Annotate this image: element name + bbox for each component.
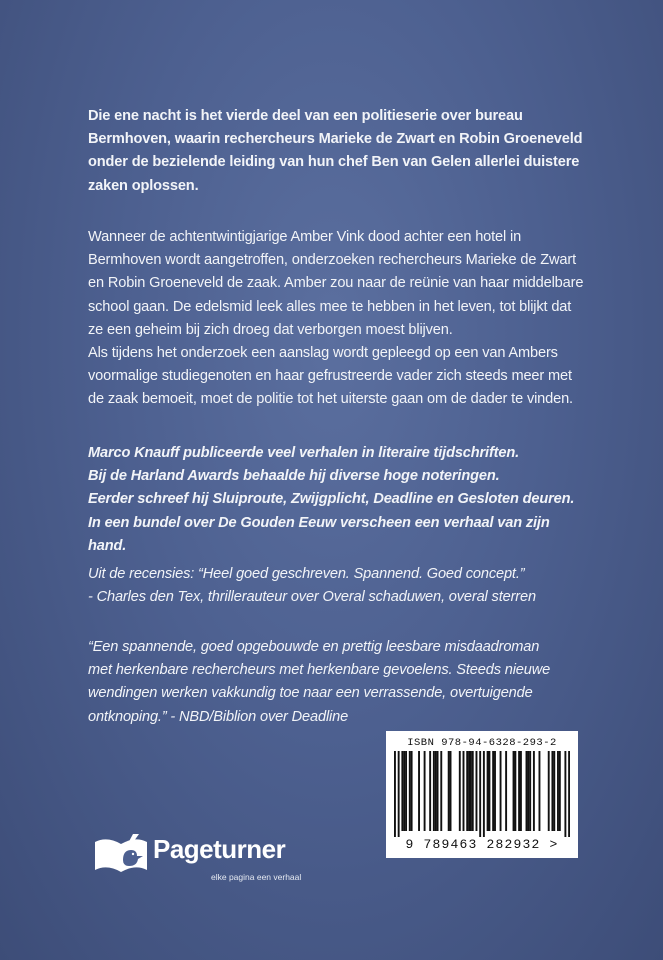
review-line: - Charles den Tex, thrillerauteur over Overal schaduwen, overal sterren — [88, 589, 536, 606]
barcode-bar — [450, 751, 452, 831]
book-duck-icon — [93, 832, 151, 876]
author-bio-line: In een bundel over De Gouden Eeuw verscheen een verhaal van zijn hand. — [88, 514, 550, 554]
author-bio-line: Eerder schreef hij Sluiproute, Zwijgplicht, Deadline en Gesloten deuren. — [88, 491, 575, 508]
review-line: “Een spannende, goed opgebouwde en prettig leesbare misdaadroman — [88, 639, 540, 655]
intro-line: onder de bezielende leiding van hun chef Ben van Gelen allerlei duistere — [88, 154, 580, 171]
review-line: ontknoping.” - NBD/Biblion over Deadline — [88, 708, 349, 725]
barcode-bar — [488, 751, 490, 831]
synopsis-line: ze een geheim bij zich droeg dat verborgen moest blijven. — [88, 321, 453, 338]
barcode-bar — [527, 751, 529, 831]
barcode-bar — [513, 751, 515, 831]
barcode-bar — [479, 751, 481, 837]
barcode-bar — [529, 751, 531, 831]
synopsis-paragraph — [88, 226, 588, 412]
barcode-bar — [466, 751, 468, 831]
barcode-bar — [433, 751, 435, 831]
isbn-label: ISBN 978-94-6328-293-2 — [407, 737, 557, 749]
synopsis-line: school gaan. De edelsmid leek alles mee te hebben in het leven, tot blijkt dat — [88, 298, 572, 315]
barcode-bar — [398, 751, 400, 837]
barcode-bar — [500, 751, 502, 831]
intro-paragraph — [88, 105, 588, 198]
review-line: met herkenbare rechercheurs met herkenbare gevoelens. Steeds nieuwe — [88, 662, 551, 679]
barcode-bar — [568, 751, 570, 837]
barcode-bar — [470, 751, 472, 831]
barcode-bar — [520, 751, 522, 831]
review-line: Uit de recensies: “Heel goed geschreven. Spannend. Goed concept.” — [88, 566, 525, 582]
barcode-bar — [405, 751, 407, 831]
barcode-bar — [459, 751, 461, 831]
author-bio-line: Bij de Harland Awards behaalde hij diverse hoge noteringen. — [88, 468, 500, 485]
synopsis-line: Als tijdens het onderzoek een aanslag wordt gepleegd op een van Ambers — [88, 345, 558, 362]
barcode-bar — [514, 751, 516, 831]
barcode-bar — [505, 751, 507, 831]
barcode-bar — [437, 751, 439, 831]
synopsis-line: voormalige studiegenoten en haar gefrustreerde vader zich steeds meer met — [88, 368, 572, 385]
barcode-bar — [526, 751, 528, 831]
intro-line: Bermhoven, waarin rechercheurs Marieke de Zwart en Robin Groeneveld — [88, 131, 583, 148]
publisher-tagline: elke pagina een verhaal — [211, 872, 302, 882]
barcode-bar — [448, 751, 450, 831]
synopsis-line: Wanneer de achtentwintigjarige Amber Vink dood achter een hotel in — [88, 229, 522, 245]
barcode-bars — [394, 751, 570, 837]
intro-line: Die ene nacht is het vierde deel van een politieserie over bureau — [88, 108, 523, 124]
ean-digits: 9 789463 282932 > — [405, 837, 559, 852]
barcode-bar — [440, 751, 442, 831]
isbn-barcode — [386, 731, 578, 858]
synopsis-line: en Robin Groeneveld de zaak. Amber zou naar de reünie van haar middelbare — [88, 275, 584, 292]
barcode-bar — [394, 751, 396, 837]
barcode-bar — [553, 751, 555, 831]
barcode-bar — [411, 751, 413, 831]
barcode-bar — [476, 751, 478, 831]
barcode-bar — [487, 751, 489, 831]
barcode-bar — [409, 751, 411, 831]
barcode-bar — [468, 751, 470, 831]
barcode-bar — [435, 751, 437, 831]
barcode-bar — [429, 751, 431, 831]
barcode-bar — [539, 751, 541, 831]
barcode-bar — [564, 751, 566, 837]
barcode-bar — [463, 751, 465, 831]
author-bio-line: Marco Knauff publiceerde veel verhalen in literaire tijdschriften. — [88, 445, 520, 461]
intro-line: zaken oplossen. — [88, 177, 199, 194]
review-quote-1 — [88, 563, 588, 609]
synopsis-line: Bermhoven wordt aangetroffen, onderzoeken rechercheurs Marieke de Zwart — [88, 252, 576, 269]
author-bio — [88, 442, 588, 558]
barcode-bar — [418, 751, 420, 831]
barcode-bar — [401, 751, 403, 831]
barcode-bar — [548, 751, 550, 831]
barcode-bar — [559, 751, 561, 831]
barcode-bar — [557, 751, 559, 831]
barcode-bar — [483, 751, 485, 837]
review-quote-2 — [88, 636, 588, 729]
barcode-bar — [403, 751, 405, 831]
barcode-bar — [492, 751, 494, 831]
review-line: wendingen werken vakkundig toe naar een verrassende, overtuigende — [88, 685, 533, 702]
publisher-name: Pageturner — [153, 834, 286, 864]
synopsis-line: de zaak bemoeit, moet de politie tot het uiterste gaan om de dader te vinden. — [88, 391, 573, 408]
barcode-bar — [472, 751, 474, 831]
barcode-bar — [551, 751, 553, 831]
barcode-bar — [533, 751, 535, 831]
barcode-bar — [494, 751, 496, 831]
barcode-bar — [424, 751, 426, 831]
barcode-bar — [518, 751, 520, 831]
